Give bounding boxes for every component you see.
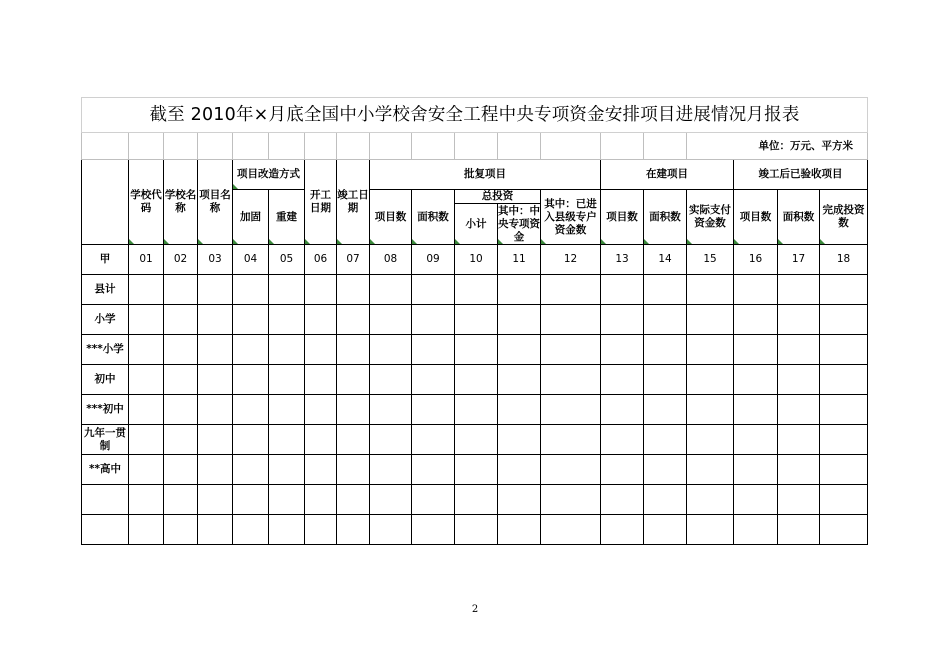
index-cell: 16 (734, 245, 778, 275)
data-cell[interactable] (778, 455, 820, 485)
index-cell: 甲 (82, 245, 129, 275)
header-uc-count: 项目数 (601, 190, 644, 245)
data-cell[interactable] (337, 275, 370, 305)
data-cell[interactable] (498, 365, 541, 395)
data-cell[interactable] (370, 335, 412, 365)
data-cell[interactable] (644, 305, 687, 335)
data-cell[interactable] (734, 335, 778, 365)
index-cell: 05 (269, 245, 305, 275)
data-cell[interactable] (233, 455, 269, 485)
data-cell[interactable] (337, 485, 370, 515)
data-cell[interactable] (455, 425, 498, 455)
data-cell[interactable] (337, 455, 370, 485)
header-completed-accepted: 竣工后已验收项目 (734, 160, 868, 190)
index-cell: 15 (687, 245, 734, 275)
data-cell[interactable] (601, 485, 644, 515)
data-cell[interactable] (412, 395, 455, 425)
header-school-name: 学校名称 (164, 160, 198, 245)
data-cell[interactable] (129, 395, 164, 425)
data-cell[interactable] (687, 395, 734, 425)
data-cell[interactable] (498, 335, 541, 365)
data-cell[interactable] (269, 335, 305, 365)
data-cell[interactable] (541, 335, 601, 365)
table-row (82, 395, 868, 425)
data-cell[interactable] (687, 515, 734, 545)
header-under-construction: 在建项目 (601, 160, 734, 190)
data-cell[interactable] (601, 335, 644, 365)
page-number: 2 (471, 604, 479, 615)
data-cell[interactable] (233, 485, 269, 515)
data-cell[interactable] (337, 515, 370, 545)
data-cell[interactable] (412, 485, 455, 515)
index-cell: 11 (498, 245, 541, 275)
table-row (82, 275, 868, 305)
data-cell[interactable] (412, 335, 455, 365)
row-label: 九年一贯制 (82, 425, 129, 455)
data-cell[interactable] (164, 455, 198, 485)
data-cell[interactable] (820, 425, 868, 455)
index-cell: 10 (455, 245, 498, 275)
header-approved-count: 项目数 (370, 190, 412, 245)
row-label: **高中 (82, 455, 129, 485)
data-cell[interactable] (644, 395, 687, 425)
data-cell[interactable] (734, 515, 778, 545)
data-cell[interactable] (734, 425, 778, 455)
data-cell[interactable] (541, 305, 601, 335)
row-label: 小学 (82, 305, 129, 335)
header-subtotal: 小计 (455, 204, 498, 245)
data-cell[interactable] (541, 365, 601, 395)
data-cell[interactable] (541, 425, 601, 455)
data-cell[interactable] (198, 395, 233, 425)
index-cell: 04 (233, 245, 269, 275)
data-cell[interactable] (370, 275, 412, 305)
data-cell[interactable] (269, 365, 305, 395)
data-cell[interactable] (498, 305, 541, 335)
data-cell[interactable] (337, 305, 370, 335)
data-cell[interactable] (498, 395, 541, 425)
data-cell[interactable] (455, 365, 498, 395)
data-cell[interactable] (129, 365, 164, 395)
data-cell[interactable] (305, 425, 337, 455)
data-cell[interactable] (734, 275, 778, 305)
data-cell[interactable] (269, 305, 305, 335)
header-approved-area: 面积数 (412, 190, 455, 245)
data-cell[interactable] (687, 335, 734, 365)
data-cell[interactable] (687, 425, 734, 455)
data-cell[interactable] (370, 395, 412, 425)
unit-label: 单位：万元、平方米 (687, 133, 868, 160)
table-row (82, 305, 868, 335)
row-label (82, 485, 129, 515)
data-cell[interactable] (164, 275, 198, 305)
data-cell[interactable] (601, 515, 644, 545)
data-cell[interactable] (164, 425, 198, 455)
data-cell[interactable] (337, 335, 370, 365)
data-cell[interactable] (269, 395, 305, 425)
data-cell[interactable] (734, 365, 778, 395)
data-cell[interactable] (734, 395, 778, 425)
data-cell[interactable] (305, 305, 337, 335)
data-cell[interactable] (129, 485, 164, 515)
data-cell[interactable] (164, 395, 198, 425)
header-completed-investment: 完成投资数 (820, 190, 868, 245)
data-cell[interactable] (778, 335, 820, 365)
header-complete-date: 竣工日期 (337, 160, 370, 245)
row-label: ***初中 (82, 395, 129, 425)
header-approved-projects: 批复项目 (370, 160, 601, 190)
data-cell[interactable] (370, 305, 412, 335)
table-row (82, 335, 868, 365)
data-cell[interactable] (198, 515, 233, 545)
data-cell[interactable] (778, 515, 820, 545)
index-cell: 02 (164, 245, 198, 275)
index-cell: 18 (820, 245, 868, 275)
data-cell[interactable] (734, 485, 778, 515)
data-cell[interactable] (778, 365, 820, 395)
data-cell[interactable] (269, 275, 305, 305)
data-cell[interactable] (820, 305, 868, 335)
data-cell[interactable] (129, 335, 164, 365)
data-cell[interactable] (233, 335, 269, 365)
data-cell[interactable] (129, 455, 164, 485)
data-cell[interactable] (305, 395, 337, 425)
data-cell[interactable] (644, 335, 687, 365)
data-cell[interactable] (778, 485, 820, 515)
header-start-date: 开工日期 (305, 160, 337, 245)
data-cell[interactable] (164, 305, 198, 335)
data-cell[interactable] (305, 275, 337, 305)
data-cell[interactable] (370, 365, 412, 395)
data-cell[interactable] (455, 455, 498, 485)
data-cell[interactable] (820, 395, 868, 425)
data-cell[interactable] (233, 305, 269, 335)
data-cell[interactable] (820, 335, 868, 365)
data-cell[interactable] (601, 395, 644, 425)
data-cell[interactable] (541, 455, 601, 485)
index-cell: 09 (412, 245, 455, 275)
index-cell: 08 (370, 245, 412, 275)
table-row (82, 425, 868, 455)
table-row (82, 455, 868, 485)
data-cell[interactable] (455, 305, 498, 335)
index-cell: 06 (305, 245, 337, 275)
row-label (82, 515, 129, 545)
header-total-investment: 总投资 (455, 190, 541, 204)
header-project-name: 项目名称 (198, 160, 233, 245)
data-cell[interactable] (541, 485, 601, 515)
data-cell[interactable] (687, 365, 734, 395)
index-cell: 14 (644, 245, 687, 275)
data-cell[interactable] (412, 455, 455, 485)
data-cell[interactable] (601, 455, 644, 485)
data-cell[interactable] (412, 425, 455, 455)
data-cell[interactable] (198, 275, 233, 305)
data-cell[interactable] (687, 455, 734, 485)
header-school-code: 学校代码 (129, 160, 164, 245)
data-cell[interactable] (498, 515, 541, 545)
data-cell[interactable] (734, 455, 778, 485)
data-cell[interactable] (541, 275, 601, 305)
data-cell[interactable] (129, 275, 164, 305)
data-cell[interactable] (269, 485, 305, 515)
header-ca-count: 项目数 (734, 190, 778, 245)
table-row (82, 365, 868, 395)
header-uc-area: 面积数 (644, 190, 687, 245)
data-cell[interactable] (269, 425, 305, 455)
data-cell[interactable] (644, 425, 687, 455)
data-cell[interactable] (164, 515, 198, 545)
data-cell[interactable] (541, 395, 601, 425)
report-table (81, 97, 868, 545)
data-cell[interactable] (820, 275, 868, 305)
header-reinforce: 加固 (233, 190, 269, 245)
data-cell[interactable] (412, 365, 455, 395)
data-cell[interactable] (778, 275, 820, 305)
data-cell[interactable] (778, 305, 820, 335)
data-cell[interactable] (601, 305, 644, 335)
header-blank (82, 160, 129, 245)
header-rebuild: 重建 (269, 190, 305, 245)
data-cell[interactable] (498, 485, 541, 515)
row-label: 县计 (82, 275, 129, 305)
data-cell[interactable] (233, 515, 269, 545)
data-cell[interactable] (370, 515, 412, 545)
data-cell[interactable] (198, 455, 233, 485)
report-title: 截至 2010年×月底全国中小学校舍安全工程中央专项资金安排项目进展情况月报表 (82, 98, 868, 133)
data-cell[interactable] (498, 275, 541, 305)
data-cell[interactable] (233, 425, 269, 455)
data-cell[interactable] (778, 425, 820, 455)
data-cell[interactable] (198, 335, 233, 365)
data-cell[interactable] (498, 455, 541, 485)
data-cell[interactable] (337, 425, 370, 455)
data-cell[interactable] (129, 425, 164, 455)
data-cell[interactable] (820, 365, 868, 395)
data-cell[interactable] (412, 515, 455, 545)
data-cell[interactable] (233, 395, 269, 425)
data-cell[interactable] (370, 425, 412, 455)
header-central-fund: 其中：中央专项资金 (498, 204, 540, 243)
data-cell[interactable] (305, 365, 337, 395)
data-cell[interactable] (269, 455, 305, 485)
data-cell[interactable] (644, 515, 687, 545)
data-cell[interactable] (687, 275, 734, 305)
data-cell[interactable] (164, 365, 198, 395)
data-cell[interactable] (644, 365, 687, 395)
index-cell: 01 (129, 245, 164, 275)
data-cell[interactable] (129, 515, 164, 545)
data-rows (82, 275, 868, 545)
header-ca-area: 面积数 (778, 190, 820, 245)
data-cell[interactable] (644, 485, 687, 515)
data-cell[interactable] (198, 365, 233, 395)
data-cell[interactable] (601, 365, 644, 395)
data-cell[interactable] (233, 275, 269, 305)
header-renovation-method: 项目改造方式 (233, 160, 305, 190)
data-cell[interactable] (644, 275, 687, 305)
data-cell[interactable] (778, 395, 820, 425)
data-cell[interactable] (820, 485, 868, 515)
data-cell[interactable] (129, 305, 164, 335)
data-cell[interactable] (455, 395, 498, 425)
data-cell[interactable] (498, 425, 541, 455)
table-row (82, 515, 868, 545)
data-cell[interactable] (305, 485, 337, 515)
data-cell[interactable] (269, 515, 305, 545)
data-cell[interactable] (687, 485, 734, 515)
data-cell[interactable] (412, 305, 455, 335)
data-cell[interactable] (734, 305, 778, 335)
index-cell: 12 (541, 245, 601, 275)
index-cell: 03 (198, 245, 233, 275)
data-cell[interactable] (164, 335, 198, 365)
data-cell[interactable] (455, 485, 498, 515)
header-actual-paid: 实际支付资金数 (687, 190, 734, 245)
data-cell[interactable] (337, 365, 370, 395)
index-cell: 13 (601, 245, 644, 275)
data-cell[interactable] (541, 515, 601, 545)
row-label: ***小学 (82, 335, 129, 365)
data-cell[interactable] (412, 275, 455, 305)
index-row (82, 245, 868, 275)
data-cell[interactable] (644, 455, 687, 485)
data-cell[interactable] (233, 365, 269, 395)
data-cell[interactable] (370, 485, 412, 515)
data-cell[interactable] (305, 335, 337, 365)
data-cell[interactable] (164, 485, 198, 515)
table-row (82, 485, 868, 515)
data-cell[interactable] (601, 275, 644, 305)
data-cell[interactable] (370, 455, 412, 485)
data-cell[interactable] (337, 395, 370, 425)
row-label: 初中 (82, 365, 129, 395)
data-cell[interactable] (455, 515, 498, 545)
index-cell: 17 (778, 245, 820, 275)
data-cell[interactable] (601, 425, 644, 455)
data-cell[interactable] (455, 275, 498, 305)
data-cell[interactable] (820, 515, 868, 545)
data-cell[interactable] (305, 455, 337, 485)
index-cell: 07 (337, 245, 370, 275)
data-cell[interactable] (198, 485, 233, 515)
data-cell[interactable] (687, 305, 734, 335)
header-county-fund: 其中：已进入县级专户资金数 (541, 190, 601, 245)
data-cell[interactable] (820, 455, 868, 485)
data-cell[interactable] (198, 425, 233, 455)
data-cell[interactable] (455, 335, 498, 365)
data-cell[interactable] (198, 305, 233, 335)
data-cell[interactable] (305, 515, 337, 545)
